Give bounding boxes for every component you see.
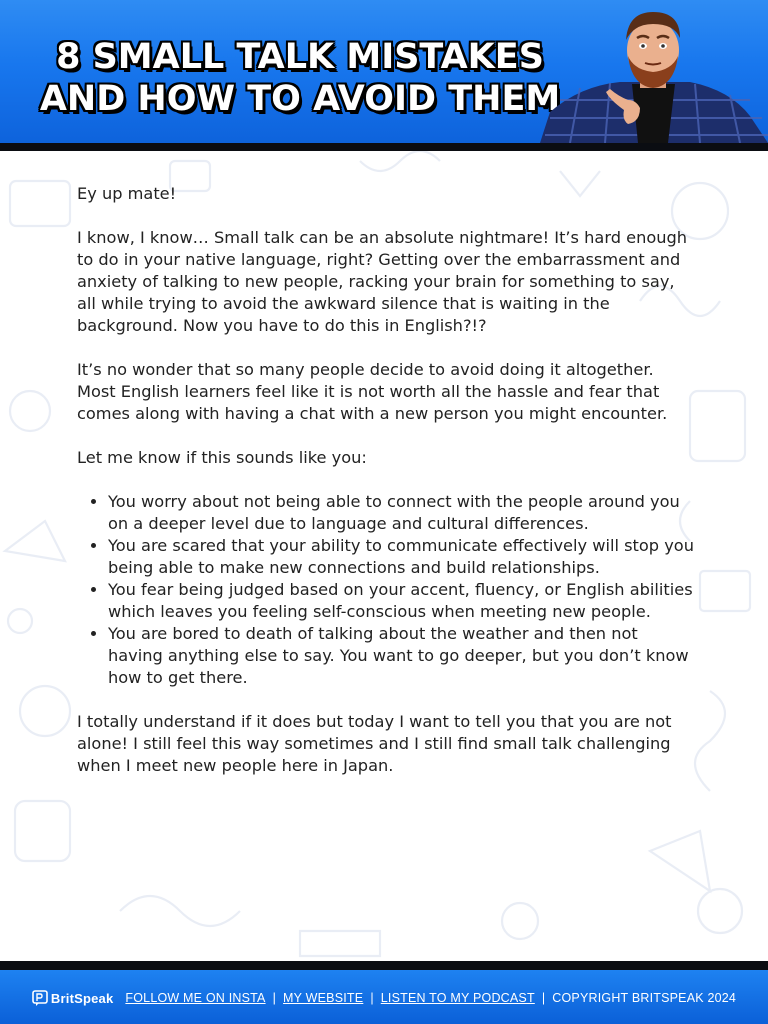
concerns-list bbox=[77, 491, 697, 689]
instagram-link[interactable]: FOLLOW ME ON INSTA bbox=[125, 991, 266, 1005]
list-item: • You worry about not being able to connect with the people around you on a deeper level due to language and cultural differences. bbox=[108, 491, 697, 535]
header-banner bbox=[0, 0, 768, 143]
list-item: • You are bored to death of talking about the weather and then not having anything else to say. You want to go deeper, but you don’t know how to get there. bbox=[108, 623, 697, 689]
copyright-text: COPYRIGHT BRITSPEAK 2024 bbox=[552, 991, 737, 1005]
separator: | bbox=[370, 991, 374, 1005]
letter-body bbox=[77, 183, 697, 799]
title-line-1: 8 SMALL TALK MISTAKES bbox=[56, 37, 544, 77]
header-divider bbox=[0, 143, 768, 151]
list-item: • You fear being judged based on your accent, fluency, or English abilities which leaves you feeling self-conscious when meeting new people. bbox=[108, 579, 697, 623]
title-line-2: AND HOW TO AVOID THEM bbox=[39, 79, 561, 119]
paragraph-closing: I totally understand if it does but today I want to tell you that you are not alone! I still feel this way sometimes and I still find small talk challenging when I meet new people here in Japan. bbox=[77, 712, 672, 775]
list-item: • You are scared that your ability to communicate effectively will stop you being able to make new connections and build relationships. bbox=[108, 535, 697, 579]
footer-links bbox=[0, 988, 768, 1008]
footer-bar bbox=[0, 970, 768, 1024]
paragraph-lead-in: Let me know if this sounds like you: bbox=[77, 448, 367, 467]
podcast-link[interactable]: LISTEN TO MY PODCAST bbox=[380, 991, 535, 1005]
footer-divider bbox=[0, 961, 768, 970]
brand-name: BritSpeak bbox=[50, 990, 114, 1006]
greeting: Ey up mate! bbox=[77, 184, 177, 203]
britspeak-logo-icon bbox=[32, 990, 48, 1006]
separator: | bbox=[272, 991, 277, 1005]
paragraph-avoidance: It’s no wonder that so many people decide to avoid doing it altogether. Most English learners feel like it is not worth all the hassle and fear that comes along with having a chat with a new person you might encounter. bbox=[77, 360, 668, 423]
website-link[interactable]: MY WEBSITE bbox=[283, 991, 364, 1005]
paragraph-intro: I know, I know… Small talk can be an absolute nightmare! It’s hard enough to do in your native language, right? Getting over the embarrassment and anxiety of talking to new people, racking your brain for something to say, all while trying to avoid the awkward silence that is waiting in the background. Now you have to do this in English?!? bbox=[77, 228, 688, 335]
brand-logo bbox=[32, 990, 114, 1006]
separator: | bbox=[541, 991, 546, 1005]
author-photo bbox=[540, 0, 768, 143]
page-title bbox=[0, 36, 600, 120]
